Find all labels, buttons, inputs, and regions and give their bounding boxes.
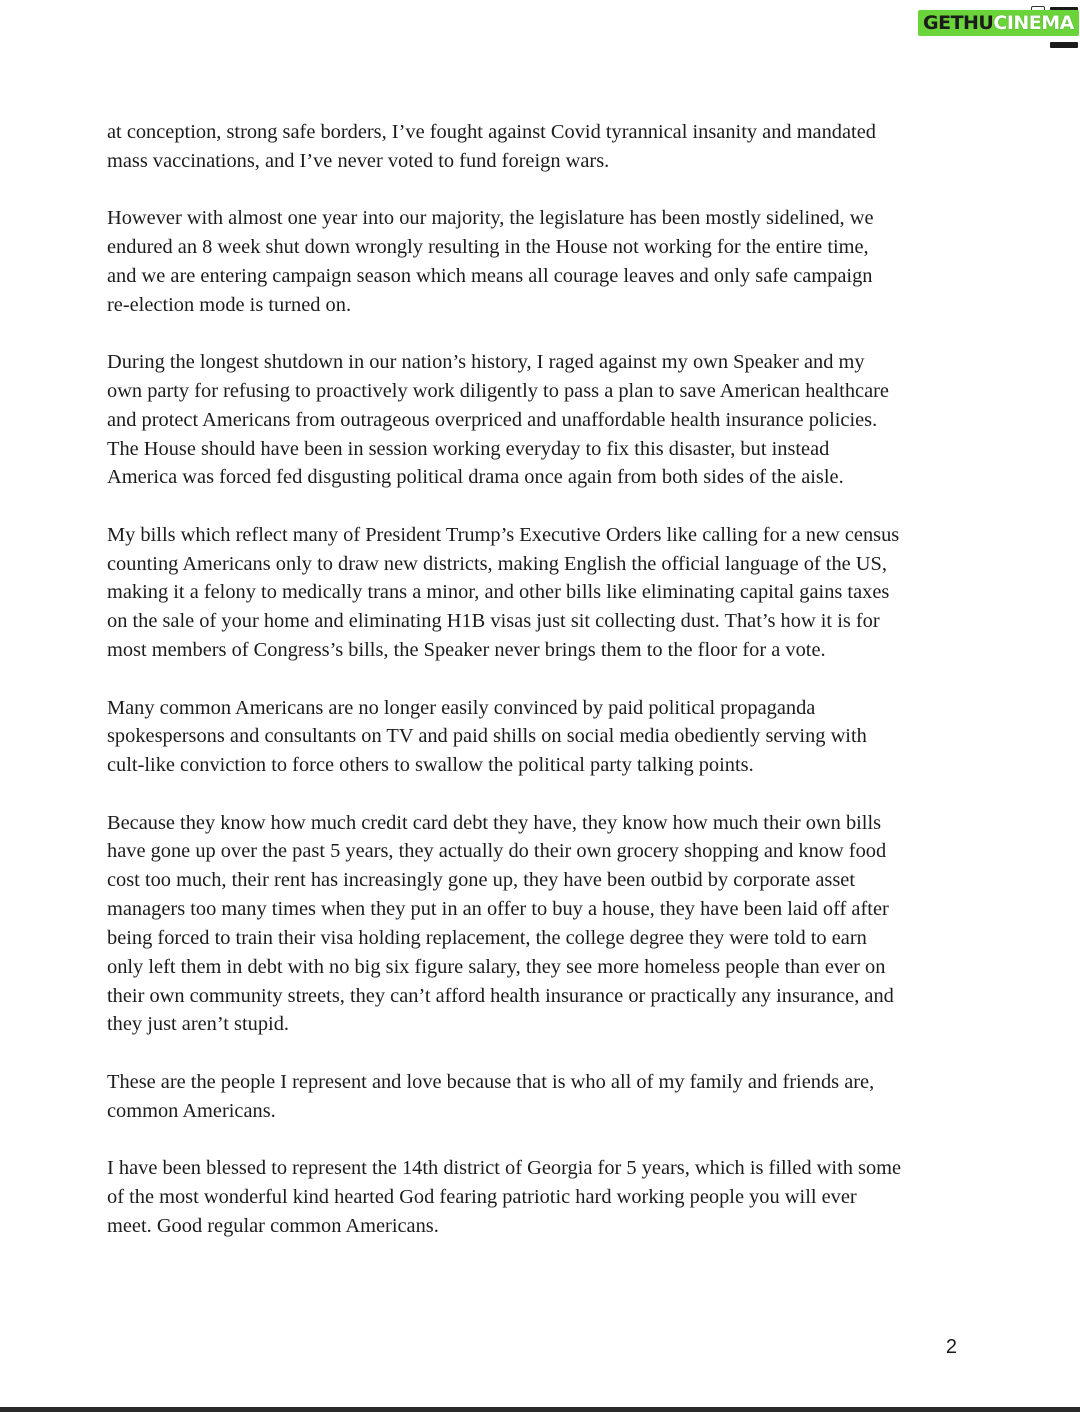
paragraph-8: I have been blessed to represent the 14th district of Georgia for 5 years, which is filled with some of the most wonderful kind hearted God fearing patriotic hard working people you will ever meet. Good regular common Americans. (107, 1156, 902, 1237)
paragraph-6: Because they know how much credit card debt they have, they know how much their own bills have gone up over the past 5 years, they actually do their own grocery shopping and know food cost too much, their rent has increasingly gone up, they have been outbid by corporate asset managers too many times when they put in an offer to buy a house, they have been laid off after being forced to train their visa holding replacement, the college degree they were told to earn only left them in debt with no big six figure salary, they see more homeless people than ever on their own community streets, they can’t afford health insurance or practically any insurance, and they just aren’t stupid. (107, 811, 894, 1036)
watermark-text (918, 10, 1079, 36)
bottom-divider (0, 1407, 1080, 1412)
paragraph-3: During the longest shutdown in our nation’s history, I raged against my own Speaker and my own party for refusing to proactively work diligently to pass a plan to save American healthcare and protect Americans from outrageous overpriced and unaffordable health insurance policies. The House should have been in session working everyday to fix this disaster, but instead America was forced fed disgusting political drama once again from both sides of the aisle. (107, 351, 889, 489)
watermark-text-part2: CINEMA (993, 12, 1074, 34)
paragraph-5: Many common Americans are no longer easily convinced by paid political propaganda spokespersons and consultants on TV and paid shills on social media obediently serving with cult-like conviction to force others to swallow the political party talking points. (107, 696, 867, 777)
paragraph-7: These are the people I represent and love because that is who all of my family and friends are, common Americans. (107, 1070, 875, 1122)
paragraph-4: My bills which reflect many of President Trump’s Executive Orders like calling for a new census counting Americans only to draw new districts, making English the official language of the US, making it a felony to medically trans a minor, and other bills like eliminating capital gains taxes on the sale of your home and eliminating H1B visas just sit collecting dust. That’s how it is for most members of Congress’s bills, the Speaker never brings them to the floor for a vote. (107, 523, 900, 662)
film-strip-bottom-icon (1050, 42, 1078, 48)
document-body (107, 118, 977, 1269)
page-number: 2 (945, 1336, 957, 1358)
paragraph-1: at conception, strong safe borders, I’ve fought against Covid tyrannical insanity and mandated mass vaccinations, and I’ve never voted to fund foreign wars. (107, 121, 876, 172)
watermark-logo (918, 6, 1080, 44)
watermark-text-part1: GETHU (923, 12, 994, 34)
paragraph-2: However with almost one year into our majority, the legislature has been mostly sidelined, we endured an 8 week shut down wrongly resulting in the House not working for the entire time, and we are entering campaign season which means all courage leaves and only safe campaign re-election mode is turned on. (107, 207, 874, 316)
